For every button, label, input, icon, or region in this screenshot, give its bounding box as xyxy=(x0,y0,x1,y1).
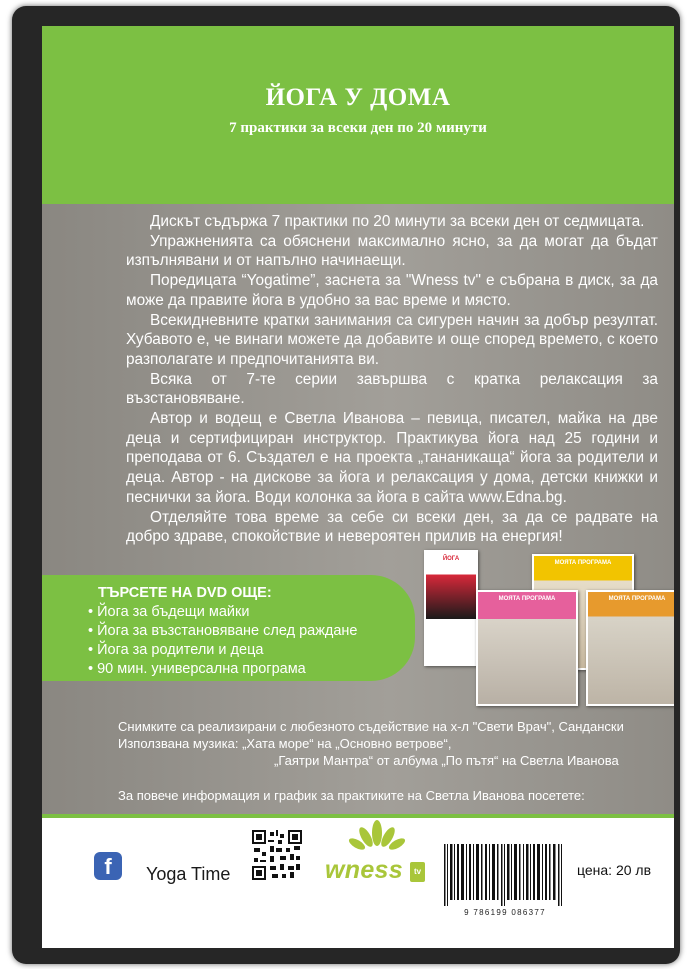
info-text: За повече информация и график за практиките на Светла Иванова посетете: xyxy=(118,788,585,803)
price-label: цена: 20 лв xyxy=(577,862,652,878)
description-paragraph: Всекидневните кратки занимания са сигурен начин за добър резултат. Хубавото е, че винаги можете да добавите и още според времето, с което разполагате и предпочитанията ви. xyxy=(126,311,658,368)
thumbnail-caption: МОЯТА ПРОГРАМА xyxy=(608,596,666,602)
credits-line: Използвана музика: „Хата море“ на „Основно ветрове“, xyxy=(118,736,452,751)
cover-subtitle: 7 практики за всеки ден по 20 минути xyxy=(229,120,487,136)
promo-item: • Йога за възстановяване след раждане xyxy=(88,622,358,641)
description-paragraph: Дискът съдържа 7 практики по 20 минути за всеки ден от седмицата. xyxy=(150,213,645,230)
dvd-cover xyxy=(42,26,674,948)
thumbnail-caption: ЙОГА xyxy=(442,556,460,562)
description-text xyxy=(126,212,658,547)
description-paragraph: Всяка от 7-те серии завършва с кратка релаксация за възстановяване. xyxy=(126,370,658,408)
barcode xyxy=(440,844,570,906)
description-paragraph: Поредицата “Yogatime”, заснета за "Wness tv" е събрана в диск, за да може да правите йога в удобно за вас време и място. xyxy=(126,272,658,309)
promo-list xyxy=(88,603,358,679)
description-paragraph: Автор и водещ е Светла Иванова – певица, писател, майка на две деца и сертифициран инструктор. Практикува йога над 25 години и преподава от 6. Създател е на проекта „тананикаща“ йога за родители и деца. Автор - на дискове за йога и релаксация у дома, детски книжки и песнички за йога. Води колонка за йога в сайта www.Edna.bg. xyxy=(126,410,658,506)
cover-title: ЙОГА У ДОМА xyxy=(265,84,451,111)
promo-item: • Йога за бъдещи майки xyxy=(88,603,358,622)
credits xyxy=(118,718,624,769)
dvd-thumbnail-future-mothers xyxy=(476,590,578,706)
promo-title: ТЪРСЕТЕ НА DVD ОЩЕ: xyxy=(98,585,272,601)
credits-line: „Гаятри Мантра“ от албума „По пътя“ на Светла Иванова xyxy=(274,753,619,768)
wness-logo: wness xyxy=(325,856,403,884)
facebook-icon[interactable]: f xyxy=(94,852,122,880)
dvd-thumbnail-yoga xyxy=(424,550,478,666)
thumbnail-caption: МОЯТА ПРОГРАМА xyxy=(554,560,612,566)
credits-line: Снимките са реализирани с любезното съдействие на х-л "Свети Врач", Сандански xyxy=(118,719,624,734)
lotus-logo-icon xyxy=(342,819,412,855)
description-paragraph: Упражненията са обяснени максимално ясно, за да могат да бъдат изпълнявани и от напълно начинаещи. xyxy=(126,232,658,270)
facebook-page-label[interactable]: Yoga Time xyxy=(146,864,231,884)
header-band xyxy=(42,26,674,204)
description-paragraph: Отделяйте това време за себе си всеки ден, за да се радвате на добро здраве, спокойствие и невероятен прилив на енергия! xyxy=(126,508,658,546)
dvd-cover-thumbnails xyxy=(420,550,674,740)
promo-item: • 90 мин. универсална програма xyxy=(88,660,358,679)
qr-code-icon[interactable] xyxy=(252,830,302,880)
wness-tv-badge: tv xyxy=(410,862,425,882)
promo-item: • Йога за родители и деца xyxy=(88,641,358,660)
dvd-thumbnail-parents-kids xyxy=(586,590,674,706)
barcode-number: 9 786199 086377 xyxy=(464,908,546,917)
thumbnail-caption: МОЯТА ПРОГРАМА xyxy=(498,596,556,602)
